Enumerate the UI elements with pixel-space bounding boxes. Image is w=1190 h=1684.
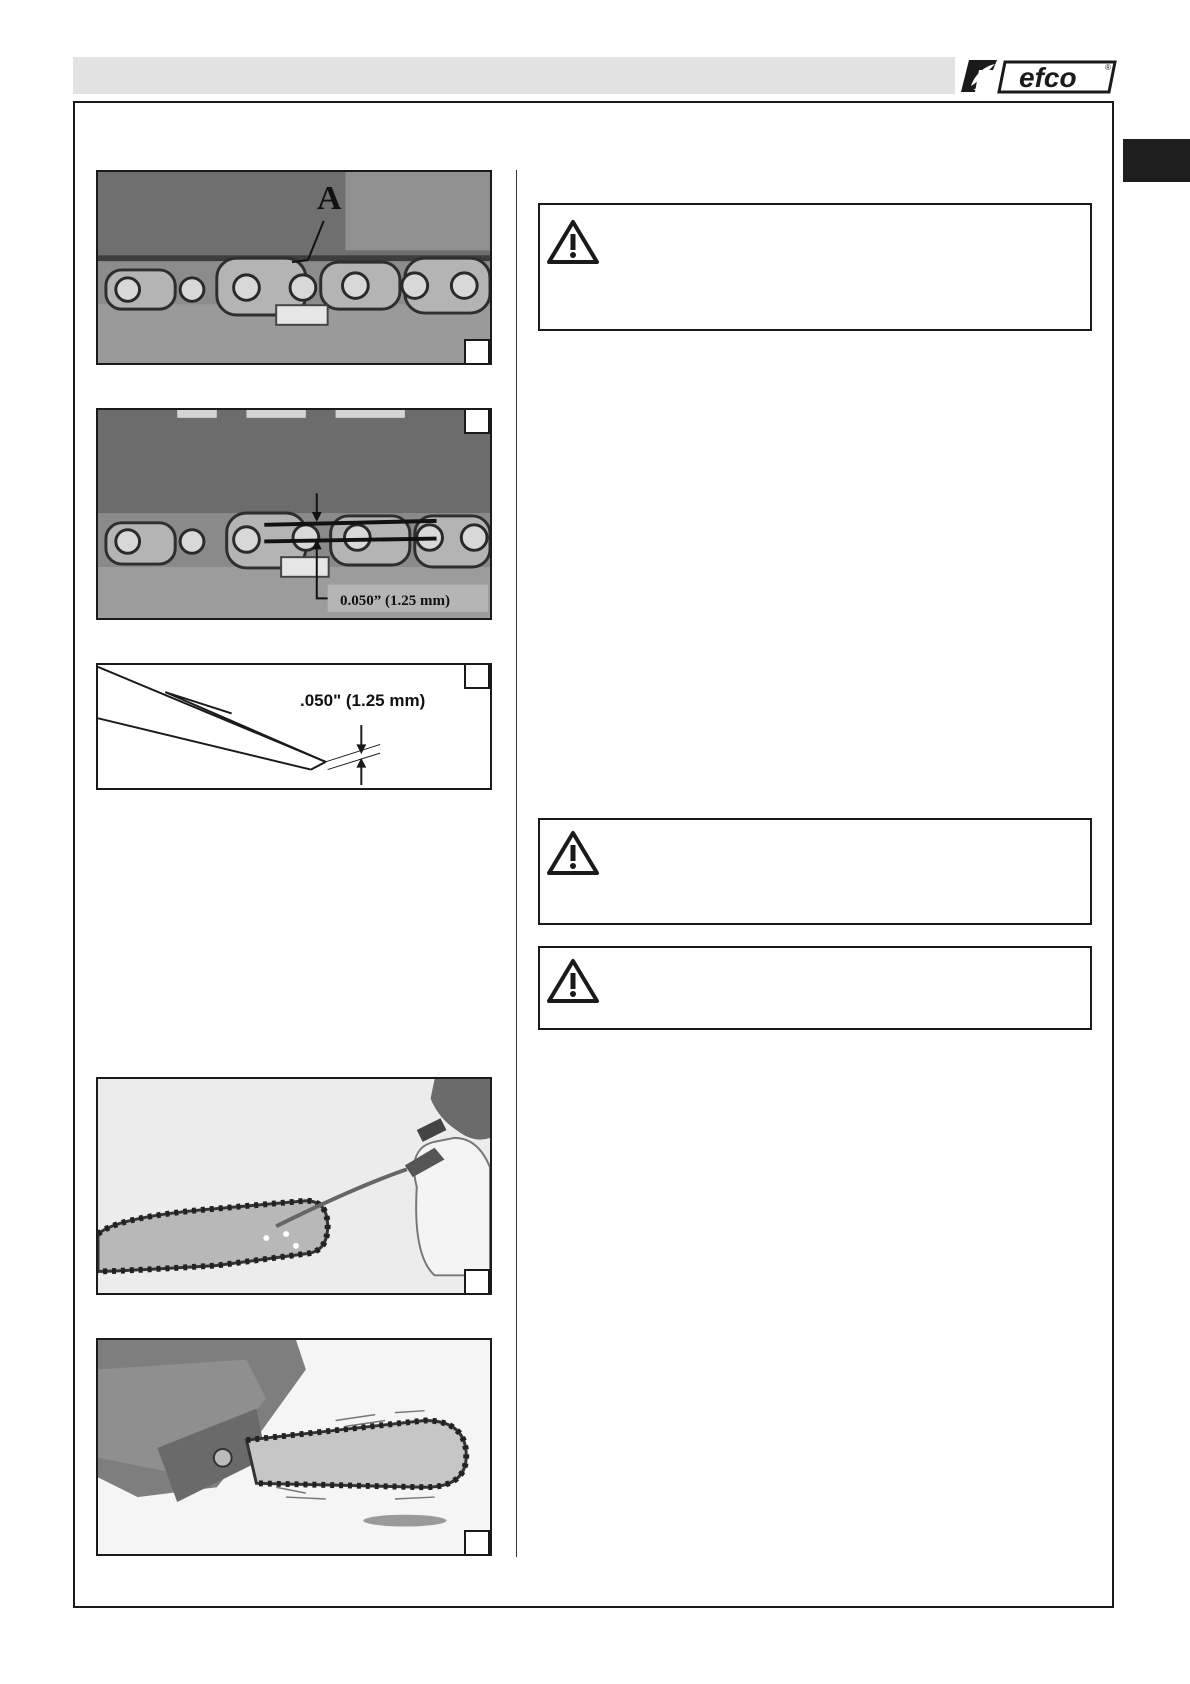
figure-number-box bbox=[464, 1530, 490, 1556]
figure-number-box bbox=[464, 339, 490, 365]
figure-depth-gauge bbox=[96, 408, 492, 620]
header-bar bbox=[73, 57, 955, 94]
leaf-emblem-icon bbox=[961, 60, 997, 92]
figure-gauge-drawing bbox=[96, 663, 492, 790]
column-divider bbox=[516, 170, 517, 1557]
section-tab bbox=[1123, 139, 1190, 182]
warning-triangle-icon bbox=[546, 219, 600, 265]
figure-number-box bbox=[464, 408, 490, 434]
registered-mark: ® bbox=[1105, 63, 1111, 72]
brand-wordmark: efco bbox=[1019, 62, 1077, 93]
warning-box-3 bbox=[538, 946, 1092, 1030]
depth-measurement-label: 0.050” (1.25 mm) bbox=[340, 593, 450, 609]
callout-label-a: A bbox=[317, 180, 342, 217]
figure-number-box bbox=[464, 663, 490, 689]
figure-chain-running bbox=[96, 1338, 492, 1556]
figure-number-box bbox=[464, 1269, 490, 1295]
gauge-measurement-label: .050" (1.25 mm) bbox=[300, 691, 426, 710]
warning-box-2 bbox=[538, 818, 1092, 925]
warning-triangle-icon bbox=[546, 830, 600, 876]
warning-triangle-icon bbox=[546, 958, 600, 1004]
figure-chain-cutter bbox=[96, 170, 492, 365]
efco-logo bbox=[957, 56, 1117, 96]
warning-box-1 bbox=[538, 203, 1092, 331]
figure-oiling-bar bbox=[96, 1077, 492, 1295]
